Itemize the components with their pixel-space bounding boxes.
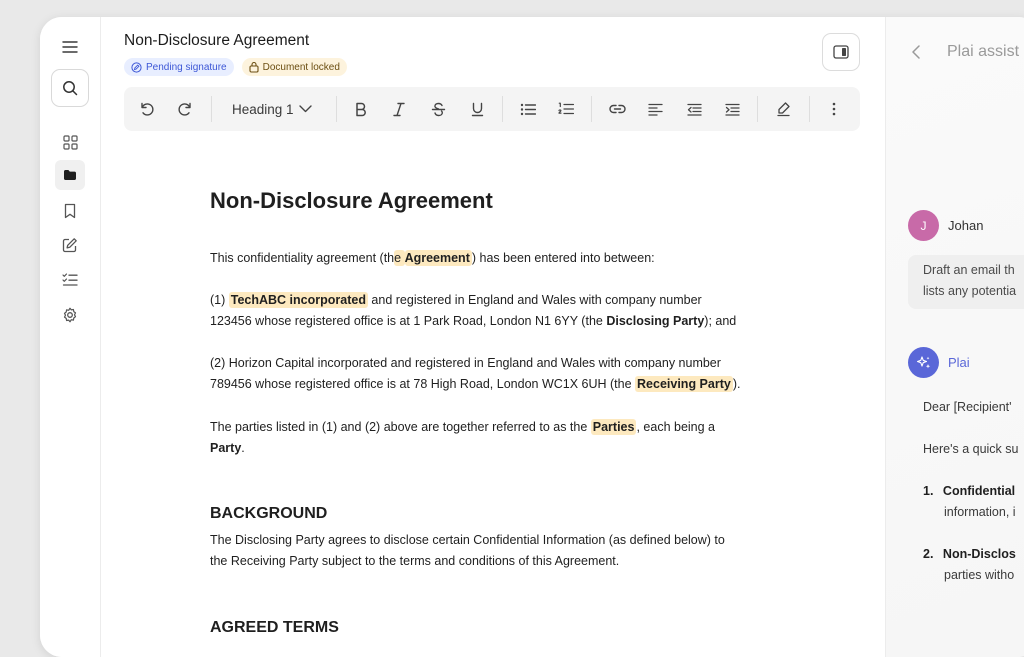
assistant-list-item-1-detail: information, i — [944, 505, 1016, 519]
paragraph-parties: The parties listed in (1) and (2) above are together referred to as the Parties , each being a Party. — [210, 420, 716, 455]
toolbar-divider — [757, 96, 758, 122]
heading-background: BACKGROUND — [210, 505, 328, 522]
document-heading: Non-Disclosure Agreement — [210, 188, 493, 213]
redo-icon[interactable] — [174, 98, 196, 120]
assistant-line-summary: Here's a quick su — [923, 442, 1019, 456]
assistant-list-item-1: 1. Confidential — [923, 484, 1016, 498]
folder-icon[interactable] — [55, 160, 85, 190]
sparkle-icon — [916, 355, 932, 371]
document-locked-badge[interactable]: Document locked — [242, 58, 347, 76]
toolbar-divider — [336, 96, 337, 122]
checklist-icon[interactable] — [55, 265, 85, 295]
heading-agreed-terms: AGREED TERMS — [210, 619, 339, 636]
assistant-list-item-2-detail: parties witho — [944, 568, 1015, 582]
assistant-name: Plai — [948, 355, 970, 370]
underline-icon[interactable] — [466, 98, 488, 120]
paragraph-party-2: (2) Horizon Capital incorporated and registered in England and Wales with company number 789456 whose registered office is at 78 High Road, London WC1X 6UH (the Receiving Party ). — [210, 356, 741, 391]
numbered-list-icon[interactable] — [555, 98, 577, 120]
assistant-title: Plai assist — [947, 43, 1020, 60]
document-badges — [124, 58, 347, 76]
menu-icon[interactable] — [57, 34, 83, 60]
toggle-side-panel-button[interactable] — [822, 33, 860, 71]
strikethrough-icon[interactable] — [427, 98, 449, 120]
user-avatar: J — [908, 210, 939, 241]
highlighter-icon[interactable] — [772, 98, 794, 120]
toolbar-divider — [591, 96, 592, 122]
lock-icon — [249, 61, 259, 73]
search-button[interactable] — [51, 69, 89, 107]
bookmark-icon[interactable] — [55, 196, 85, 226]
indent-icon[interactable] — [721, 98, 743, 120]
italic-icon[interactable] — [388, 98, 410, 120]
assistant-panel — [885, 17, 1024, 657]
user-message: Draft an email th lists any potentia — [908, 255, 1024, 309]
back-icon[interactable] — [912, 45, 920, 59]
toolbar-divider — [502, 96, 503, 122]
chevron-down-icon — [299, 105, 312, 113]
assistant-avatar — [908, 347, 939, 378]
signature-icon — [131, 62, 142, 73]
document-title: Non-Disclosure Agreement — [124, 32, 310, 49]
left-rail — [40, 17, 101, 657]
formatting-toolbar — [124, 87, 860, 131]
search-icon — [62, 80, 78, 96]
app-window — [40, 17, 1024, 657]
paragraph-intro: This confidentiality agreement (the Agreement ) has been entered into between: — [210, 251, 655, 265]
undo-icon[interactable] — [136, 98, 158, 120]
pending-signature-badge[interactable]: Pending signature — [124, 58, 234, 76]
document-area — [101, 17, 884, 657]
toolbar-divider — [211, 96, 212, 122]
assistant-list-item-2: 2. Non-Disclos — [923, 547, 1016, 561]
grid-icon[interactable] — [55, 127, 85, 157]
assistant-line-greeting: Dear [Recipient' — [923, 400, 1012, 414]
paragraph-party-1: (1) TechABC incorporated and registered in England and Wales with company number 123456 whose registered office is at 1 Park Road, London N1 6YY (the Disclosing Party); and — [210, 293, 737, 328]
paragraph-background: The Disclosing Party agrees to disclose certain Confidential Information (as defined below) to the Receiving Party subject to the terms and conditions of this Agreement. — [210, 533, 725, 568]
outdent-icon[interactable] — [683, 98, 705, 120]
link-icon[interactable] — [606, 98, 628, 120]
settings-icon[interactable] — [55, 300, 85, 330]
bold-icon[interactable] — [350, 98, 372, 120]
user-name: Johan — [948, 218, 984, 233]
more-options-icon[interactable] — [823, 98, 845, 120]
side-panel-icon — [833, 45, 849, 59]
edit-icon[interactable] — [55, 230, 85, 260]
align-left-icon[interactable] — [644, 98, 666, 120]
heading-style-select[interactable]: Heading 1 — [232, 98, 312, 120]
bullet-list-icon[interactable] — [517, 98, 539, 120]
toolbar-divider — [809, 96, 810, 122]
